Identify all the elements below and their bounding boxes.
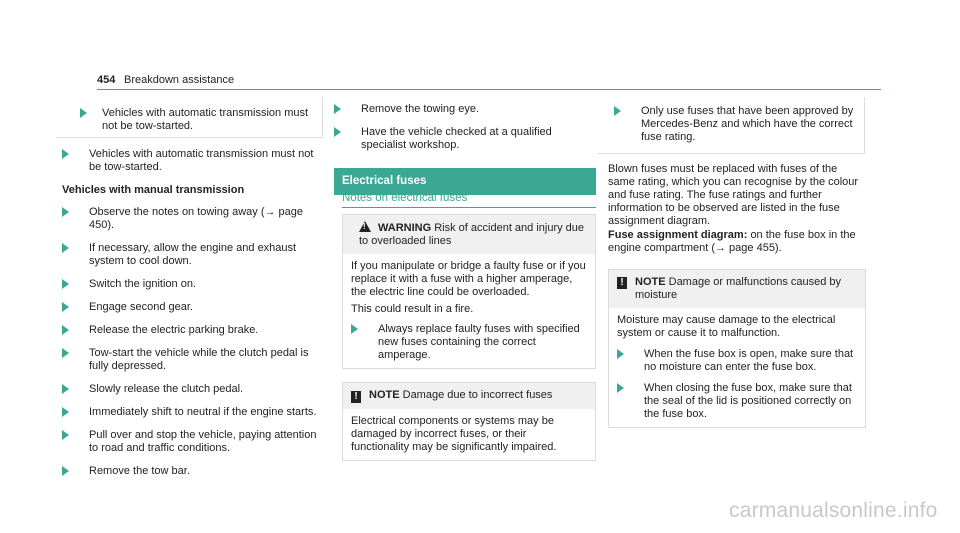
bullet-arrow-icon [62, 207, 69, 217]
section-banner: Electrical fuses [334, 168, 596, 195]
note-body: Electrical components or systems may be damaged by incorrect fuses, or their functionality may be significantly impaired. [351, 415, 557, 453]
list-item: Slowly release the clutch pedal. [62, 383, 322, 396]
warning-body: If you manipulate or bridge a faulty fuse or if you replace it with a fuse with a higher amperage, the electric line could be overloaded. This could result in a fire. Always replace faulty fuses with specified new fuses containing the correct amperage. [351, 260, 586, 361]
list-item: Remove the tow bar. [62, 465, 322, 478]
list-item: Pull over and stop the vehicle, paying attention to road and traffic conditions. [62, 429, 322, 455]
header-rule [97, 89, 881, 90]
bullet-arrow-icon [80, 108, 87, 118]
bullet-arrow-icon [351, 324, 358, 334]
bullet-arrow-icon [62, 149, 69, 159]
list-item: Only use fuses that have been approved by Mercedes-Benz and which have the correct fuse rating. [614, 105, 871, 144]
warning-box [342, 214, 596, 369]
list-item: When the fuse box is open, make sure that no moisture can enter the fuse box. [617, 348, 857, 374]
note-header: ! NOTE Damage or malfunctions caused by moisture [609, 270, 865, 308]
note-box [608, 269, 866, 428]
auto-transmission-box [56, 97, 323, 138]
bullet-arrow-icon [62, 466, 69, 476]
bullet-arrow-icon [62, 325, 69, 335]
note-header: ! NOTE Damage due to incorrect fuses [343, 383, 595, 409]
note-box [342, 382, 596, 461]
warning-icon [359, 221, 371, 232]
watermark: carmanualsonline.info [729, 499, 938, 522]
list-item: Tow-start the vehicle while the clutch pedal is fully depressed. [62, 347, 322, 373]
bullet-arrow-icon [62, 279, 69, 289]
list-item: Always replace faulty fuses with specified new fuses containing the correct amperage. [351, 323, 587, 362]
bullet-arrow-icon [62, 407, 69, 417]
list-item: Observe the notes on towing away (→ page 450). [62, 206, 322, 232]
list-item: Vehicles with automatic transmission must not be tow-started. [80, 107, 312, 133]
list-item: If necessary, allow the engine and exhaust system to cool down. [62, 242, 322, 268]
bullet-arrow-icon [62, 243, 69, 253]
note-icon: ! [617, 277, 627, 289]
list-item: Engage second gear. [62, 301, 322, 314]
bullet-arrow-icon [62, 384, 69, 394]
column-2 [334, 103, 596, 152]
page-title: Breakdown assistance [124, 74, 235, 86]
bullet-arrow-icon [62, 302, 69, 312]
list-item: Vehicles with automatic transmission must not be tow-started. [62, 148, 322, 174]
section-heading: Vehicles with manual transmission [62, 184, 245, 196]
list-item: Release the electric parking brake. [62, 324, 322, 337]
approved-fuses-box [598, 97, 865, 154]
note-icon: ! [351, 391, 361, 403]
paragraph: Fuse assignment diagram: on the fuse box in the engine compartment (→ page 455). [608, 229, 856, 254]
bullet-arrow-icon [62, 430, 69, 440]
page-number: 454 [97, 74, 116, 86]
list-item: Have the vehicle checked at a qualified specialist workshop. [334, 126, 596, 152]
list-item: Immediately shift to neutral if the engine starts. [62, 406, 322, 419]
list-item: Switch the ignition on. [62, 278, 322, 291]
bullet-arrow-icon [334, 104, 341, 114]
warning-header: !WARNING Risk of accident and injury due to overloaded lines [343, 215, 595, 254]
subheading-rule [342, 207, 596, 208]
bullet-arrow-icon [617, 383, 624, 393]
bullet-arrow-icon [617, 349, 624, 359]
list-item: When closing the fuse box, make sure that the seal of the lid is positioned correctly on the fuse box. [617, 382, 857, 421]
list-item: Remove the towing eye. [334, 103, 596, 116]
bullet-arrow-icon [334, 127, 341, 137]
bullet-arrow-icon [614, 106, 621, 116]
column-1 [62, 148, 322, 478]
fuse-info [608, 163, 860, 255]
paragraph: Blown fuses must be replaced with fuses of the same rating, which you can recognise by the colour and fuse rating. The fuse ratings and further information to be observed are listed in the fuse assignment diagram. [608, 163, 859, 227]
subsection-heading: Notes on electrical fuses [342, 192, 468, 204]
bullet-arrow-icon [62, 348, 69, 358]
note-body: Moisture may cause damage to the electrical system or cause it to malfunction. When the fuse box is open, make sure that no moisture can enter the fuse box. When closing the fuse box, make sure that the seal of the lid is positioned correctly on the fuse box. [609, 308, 865, 427]
